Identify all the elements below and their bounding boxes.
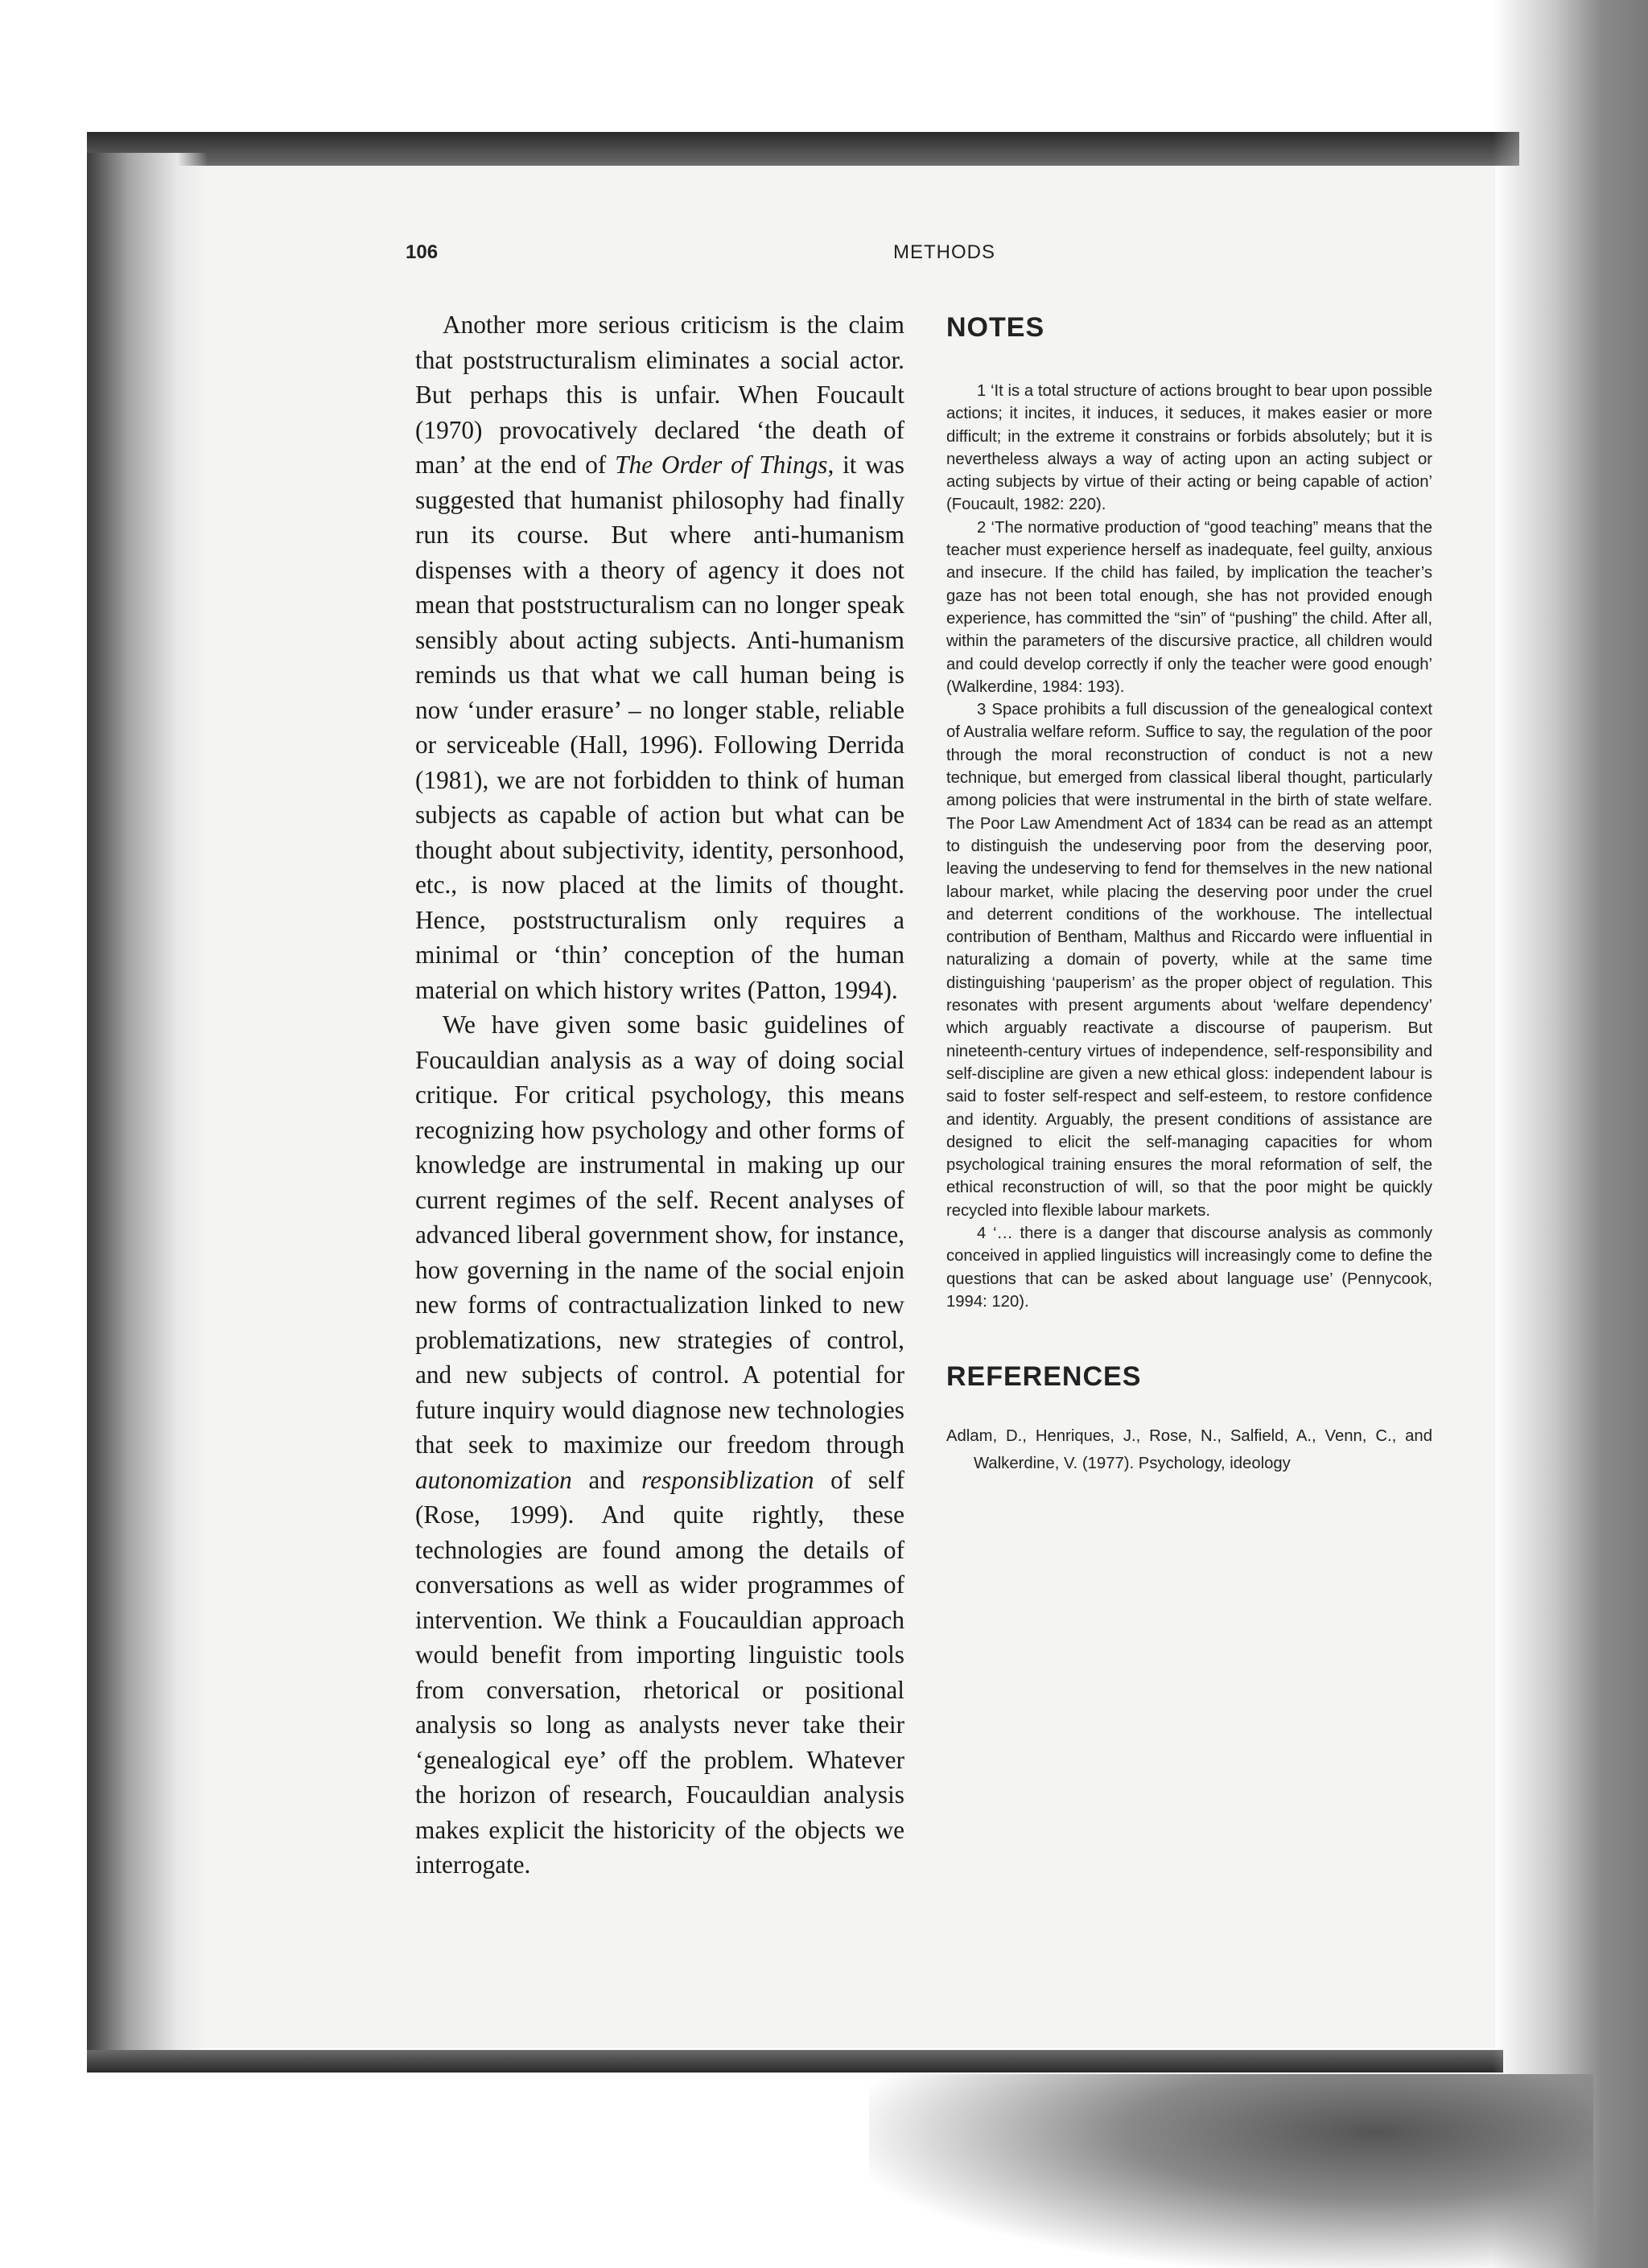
notes-list xyxy=(946,380,1432,1313)
italic-text: The Order of Things xyxy=(615,451,828,479)
notes-heading: NOTES xyxy=(946,312,1045,343)
text-segment: Another more serious criticism is the claim that poststructuralism eliminates a social actor. But perhaps this is unfair. When Foucault (1970) provocatively declared ‘the death of man’ at the end of xyxy=(415,311,904,479)
notes-column xyxy=(946,307,1432,1477)
gutter-shadow xyxy=(87,153,208,2068)
body-text-column xyxy=(415,307,904,1883)
book-edge-bottom xyxy=(87,2050,1503,2072)
note-item: 1 ‘It is a total structure of actions brought to bear upon possible actions; it incites, it induces, it seduces, it makes easier or more difficult; in the extreme it constrains or forbids absolutely; but it is nevertheless always a way of acting upon an acting subject or acting subjects by virtue of their acting or being capable of action’ (Foucault, 1982: 220). xyxy=(946,382,1432,514)
text-segment: , it was suggested that humanist philosophy had finally run its course. But where anti-humanism dispenses with a theory of agency it does not mean that poststructuralism can no longer speak sensibly about acting subjects. Anti-humanism reminds us that what we call human being is now ‘under erasure’ – no longer stable, reliable or serviceable (Hall, 1996). Following Derrida (1981), we are not forbidden to think of human subjects as capable of action but what can be thought about subjectivity, identity, personhood, etc., is now placed at the limits of thought. Hence, poststructuralism only requires a minimal or ‘thin’ conception of the human material on which history writes (Patton, 1994). xyxy=(415,451,904,1004)
italic-text: responsiblization xyxy=(641,1465,814,1494)
body-paragraph xyxy=(415,1007,904,1883)
body-paragraph xyxy=(415,307,904,1007)
note-item: 4 ‘… there is a danger that discourse analysis as commonly conceived in applied linguistics will increasingly come to define the questions that can be asked about language use’ (Pennycook, 1994: 120). xyxy=(946,1224,1432,1311)
book-edge-top xyxy=(87,132,1519,166)
note-item: 3 Space prohibits a full discussion of the genealogical context of Australia welfare reform. Suffice to say, the regulation of the poor through the moral reconstruction of conduct is not a new technique, but emerged from classical liberal thought, particularly among policies that were instrumental in the birth of state welfare. The Poor Law Amendment Act of 1834 can be read as an attempt to distinguish the undeserving poor from the deserving poor, leaving the undeserving to fend for themselves in the new national labour market, while placing the deserving poor under the cruel and deterrent conditions of the workhouse. The intellectual contribution of Bentham, Malthus and Riccardo were influential in naturalizing a domain of poverty, while at the same time distinguishing ‘pauperism’ as the proper object of regulation. This resonates with present arguments about ‘welfare dependency’ which arguably reactivate a discourse of pauperism. But nineteenth-century virtues of independence, self-responsibility and self-discipline are given a new ethical gloss: independent labour is said to foster self-respect and self-esteem, to restore confidence and identity. Arguably, the present conditions of assistance are designed to elicit the self-managing capacities for whom psychological training ensures the moral reformation of self, the ethical reconstruction of will, so that the poor might be quickly recycled into flexible labour markets. xyxy=(946,701,1432,1220)
references-heading: REFERENCES xyxy=(946,1361,1142,1393)
scan-smear xyxy=(869,2074,1593,2268)
references-list xyxy=(946,1422,1432,1477)
text-segment: We have given some basic guidelines of Foucauldian analysis as a way of doing social critique. For critical psychology, this means recognizing how psychology and other forms of knowledge are instrumental in making up our current regimes of the self. Recent analyses of advanced liberal government show, for instance, how governing in the name of the social enjoin new forms of contractualization linked to new problematizations, new strategies of control, and new subjects of control. A potential for future inquiry would diagnose new technologies that seek to maximize our freedom through xyxy=(415,1011,904,1459)
text-segment: of self (Rose, 1999). And quite rightly, these technologies are found among the details of conversations as well as wider programmes of intervention. We think a Foucauldian approach would benefit from importing linguistic tools from conversation, rhetorical or positional analysis so long as analysts never take their ‘genealogical eye’ off the problem. Whatever the horizon of research, Foucauldian analysis makes explicit the historicity of the objects we interrogate. xyxy=(415,1465,904,1879)
italic-text: autonomization xyxy=(415,1465,572,1494)
reference-item: Adlam, D., Henriques, J., Rose, N., Salfield, A., Venn, C., and Walkerdine, V. (1977). Psychology, ideology xyxy=(946,1427,1432,1473)
page-number: 106 xyxy=(406,241,439,263)
note-item: 2 ‘The normative production of “good teaching” means that the teacher must experience herself as inadequate, feel guilty, anxious and insecure. If the child has failed, by implication the teacher’s gaze has not been total enough, she has not provided enough experience, has committed the “sin” of “pushing” the child. After all, within the parameters of the discursive practice, all children would and could develop correctly if only the teacher were good enough’ (Walkerdine, 1984: 193). xyxy=(946,518,1432,696)
page-curl-shadow xyxy=(1493,0,1648,2268)
section-title: METHODS xyxy=(893,241,995,263)
text-segment: and xyxy=(571,1465,642,1494)
